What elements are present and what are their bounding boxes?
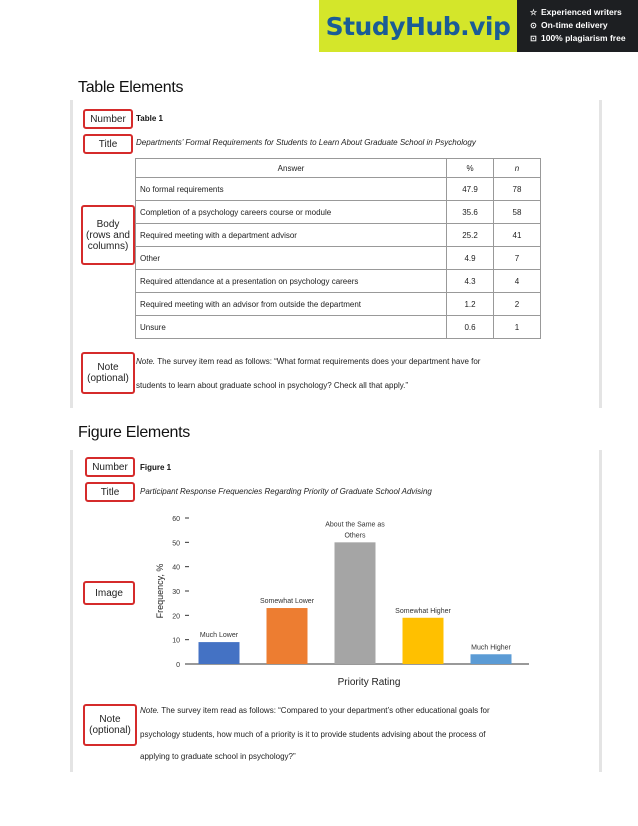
answer-cell: Other (136, 247, 447, 270)
count-cell: 1 (494, 316, 541, 339)
count-cell: 7 (494, 247, 541, 270)
table-row (136, 224, 541, 247)
title-label: Title (83, 134, 133, 154)
body-label: Body (rows and columns) (81, 205, 135, 265)
table-header-row (136, 159, 541, 178)
figure-example-panel (70, 450, 602, 772)
figure-note-line-2: psychology students, how much of a priority is it to provide students advising about the process of (140, 730, 486, 739)
star-icon: ☆ (529, 8, 538, 17)
bar-chart (139, 502, 539, 692)
answer-cell: Required attendance at a presentation on psychology careers (136, 270, 447, 293)
percent-cell: 4.9 (447, 247, 494, 270)
percent-cell: 47.9 (447, 178, 494, 201)
figure-note-line-1 (140, 706, 490, 715)
feature-item (529, 6, 638, 19)
column-header: % (447, 159, 494, 178)
clock-icon: ⊙ (530, 21, 537, 30)
figure-elements-heading: Figure Elements (78, 424, 190, 441)
note-prefix: Note. (136, 357, 156, 366)
table-example-panel (70, 100, 602, 408)
figure-number: Figure 1 (140, 463, 172, 472)
note-text: The survey item read as follows: “Compared to your department’s other educational goals for (159, 706, 490, 715)
answer-cell: Required meeting with an advisor from outside the department (136, 293, 447, 316)
note-text: The survey item read as follows: “What format requirements does your department have for (155, 357, 481, 366)
y-axis-label: Frequency, % (155, 563, 165, 619)
table-note-line-1 (136, 357, 480, 366)
bar (471, 654, 512, 664)
feature-item (529, 32, 638, 45)
y-tick-label: 60 (172, 516, 180, 523)
count-cell: 58 (494, 201, 541, 224)
y-tick-label: 30 (172, 589, 180, 596)
column-header: n (494, 159, 541, 178)
table-title: Departments’ Formal Requirements for Students to Learn About Graduate School in Psychology (136, 138, 476, 147)
note-prefix: Note. (140, 706, 160, 715)
table-row (136, 201, 541, 224)
bar-label: Much Lower (199, 632, 239, 640)
bar-label: About the Same as (325, 521, 385, 529)
feature-item (529, 19, 638, 32)
answer-cell: No formal requirements (136, 178, 447, 201)
count-cell: 78 (494, 178, 541, 201)
number-label: Number (85, 457, 135, 477)
bar-label: Others (344, 532, 366, 540)
y-tick-label: 20 (172, 613, 180, 621)
percent-cell: 4.3 (447, 270, 494, 293)
percent-cell: 25.2 (447, 224, 494, 247)
bar-label: Much Higher (471, 644, 511, 652)
studyhub-logo[interactable] (319, 0, 517, 52)
bar-label: Somewhat Higher (395, 607, 451, 615)
bar (403, 618, 444, 664)
table-row (136, 247, 541, 270)
logo-text: StudyHub.vip (325, 11, 511, 41)
bar (335, 542, 376, 664)
table-row (136, 293, 541, 316)
figure-title: Participant Response Frequencies Regarding Priority of Graduate School Advising (140, 487, 432, 496)
y-tick-label: 40 (172, 564, 180, 572)
table-row (136, 316, 541, 339)
y-tick-label: 50 (172, 540, 180, 548)
number-label: Number (83, 109, 133, 129)
y-tick-label: 10 (172, 637, 180, 645)
title-label: Title (85, 482, 135, 502)
count-cell: 4 (494, 270, 541, 293)
count-cell: 41 (494, 224, 541, 247)
note-label: Note (optional) (81, 352, 135, 394)
feature-list (517, 0, 638, 52)
table-number: Table 1 (136, 114, 163, 123)
feature-text: 100% plagiarism free (541, 33, 626, 43)
figure-note-line-3: applying to graduate school in psychology?” (140, 752, 296, 761)
answer-cell: Completion of a psychology careers course or module (136, 201, 447, 224)
feature-text: On-time delivery (541, 20, 608, 30)
count-cell: 2 (494, 293, 541, 316)
answer-cell: Required meeting with a department advisor (136, 224, 447, 247)
y-tick-label: 0 (176, 662, 180, 669)
table-note-line-2: students to learn about graduate school in psychology? Check all that apply.” (136, 381, 409, 390)
bar-label: Somewhat Lower (259, 598, 315, 606)
bar (267, 608, 308, 664)
data-table (135, 158, 541, 339)
percent-cell: 0.6 (447, 316, 494, 339)
answer-cell: Unsure (136, 316, 447, 339)
table-row (136, 178, 541, 201)
table-row (136, 270, 541, 293)
feature-text: Experienced writers (541, 7, 622, 17)
x-axis-label: Priority Rating (337, 677, 401, 688)
percent-cell: 35.6 (447, 201, 494, 224)
image-label: Image (83, 581, 135, 605)
promo-banner[interactable] (319, 0, 638, 52)
shield-icon: ⊡ (530, 34, 537, 43)
bar (199, 642, 240, 664)
percent-cell: 1.2 (447, 293, 494, 316)
column-header: Answer (136, 159, 447, 178)
note-label: Note (optional) (83, 704, 137, 746)
table-elements-heading: Table Elements (78, 79, 184, 96)
